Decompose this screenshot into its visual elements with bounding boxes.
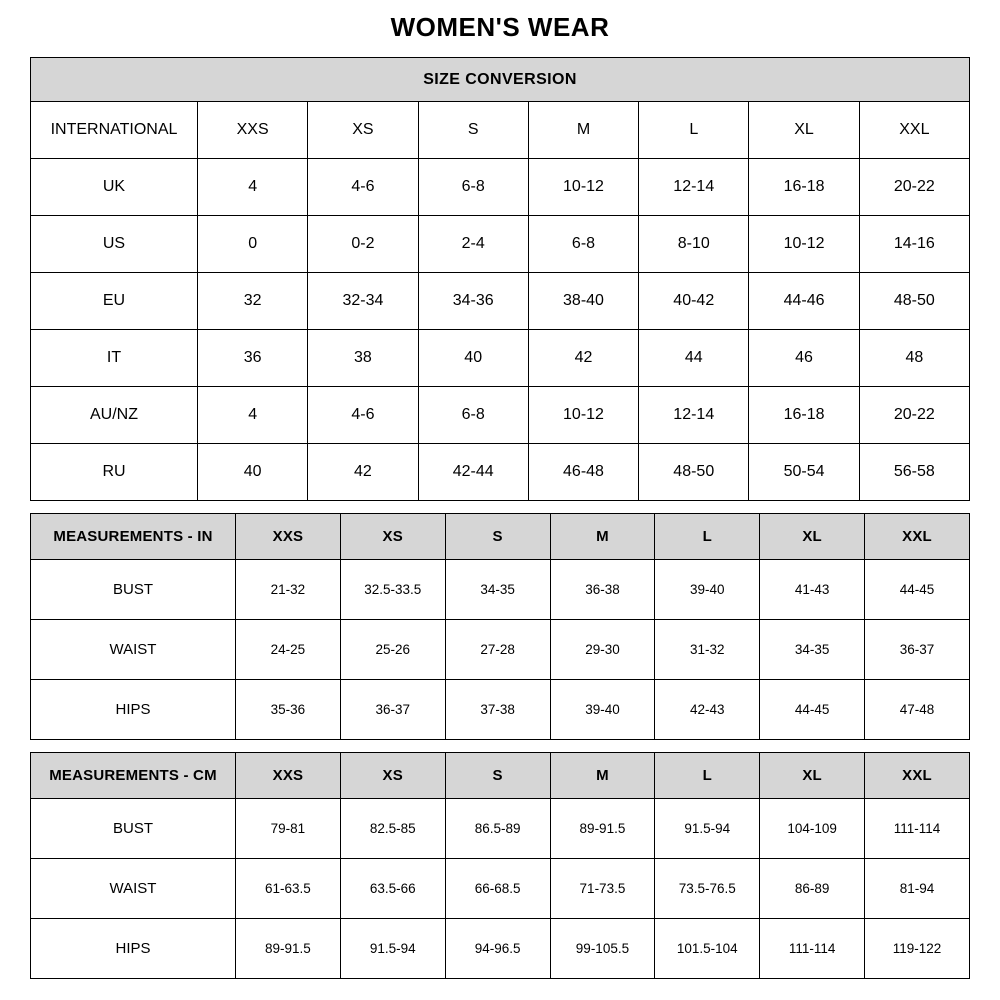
size-conversion-head [31,58,970,159]
size-header-cell: XS [340,514,445,560]
row-label-cell: BUST [31,560,236,620]
value-cell: 16-18 [749,159,859,216]
size-header-cell: M [550,753,655,799]
value-cell: 20-22 [859,387,969,444]
value-cell: 56-58 [859,444,969,501]
value-cell: 44-45 [760,680,865,740]
value-cell: 6-8 [528,216,638,273]
measurements-cm-body [31,799,970,979]
measurements-in-table [30,513,970,740]
value-cell: 73.5-76.5 [655,859,760,919]
data-row [31,216,970,273]
size-header-cell: S [445,753,550,799]
value-cell: 81-94 [865,859,970,919]
row-label-cell: HIPS [31,680,236,740]
value-cell: 39-40 [550,680,655,740]
value-cell: 91.5-94 [340,919,445,979]
value-cell: 6-8 [418,159,528,216]
value-cell: 36-38 [550,560,655,620]
value-cell: 21-32 [236,560,341,620]
value-cell: 82.5-85 [340,799,445,859]
data-row [31,680,970,740]
size-header-cell: L [655,753,760,799]
size-header-cell: XXL [865,753,970,799]
value-cell: 42-44 [418,444,528,501]
value-cell: 41-43 [760,560,865,620]
value-cell: 35-36 [236,680,341,740]
measurements-cm-head [31,753,970,799]
row-label-cell: WAIST [31,859,236,919]
value-cell: 37-38 [445,680,550,740]
size-header-cell: XL [760,753,865,799]
value-cell: 20-22 [859,159,969,216]
size-header-cell: XXS [236,514,341,560]
value-cell: 2-4 [418,216,528,273]
column-header-label-cell: MEASUREMENTS - IN [31,514,236,560]
value-cell: 104-109 [760,799,865,859]
data-row [31,919,970,979]
value-cell: 91.5-94 [655,799,760,859]
size-header-cell: XXS [236,753,341,799]
value-cell: 46-48 [528,444,638,501]
value-cell: 42-43 [655,680,760,740]
value-cell: 34-36 [418,273,528,330]
value-cell: 32-34 [308,273,418,330]
value-cell: 31-32 [655,620,760,680]
size-header-cell: XL [749,102,859,159]
value-cell: 8-10 [639,216,749,273]
value-cell: 42 [308,444,418,501]
value-cell: 29-30 [550,620,655,680]
value-cell: 40 [418,330,528,387]
value-cell: 111-114 [865,799,970,859]
header-row [31,753,970,799]
value-cell: 86-89 [760,859,865,919]
table-title-row [31,58,970,102]
row-label-cell: US [31,216,198,273]
data-row [31,799,970,859]
row-label-cell: HIPS [31,919,236,979]
size-header-cell: S [445,514,550,560]
row-label-cell: IT [31,330,198,387]
value-cell: 99-105.5 [550,919,655,979]
value-cell: 0-2 [308,216,418,273]
value-cell: 36-37 [865,620,970,680]
value-cell: 32.5-33.5 [340,560,445,620]
value-cell: 48 [859,330,969,387]
value-cell: 14-16 [859,216,969,273]
value-cell: 38 [308,330,418,387]
size-header-cell: S [418,102,528,159]
value-cell: 66-68.5 [445,859,550,919]
column-header-label-cell: MEASUREMENTS - CM [31,753,236,799]
row-label-cell: RU [31,444,198,501]
header-row [31,514,970,560]
size-header-cell: XXS [198,102,308,159]
value-cell: 42 [528,330,638,387]
value-cell: 10-12 [528,159,638,216]
row-label-cell: AU/NZ [31,387,198,444]
header-row [31,102,970,159]
size-header-cell: XS [340,753,445,799]
row-label-cell: UK [31,159,198,216]
value-cell: 63.5-66 [340,859,445,919]
value-cell: 39-40 [655,560,760,620]
size-header-cell: XL [760,514,865,560]
value-cell: 86.5-89 [445,799,550,859]
value-cell: 61-63.5 [236,859,341,919]
data-row [31,560,970,620]
row-label-cell: WAIST [31,620,236,680]
size-conversion-title: SIZE CONVERSION [31,58,970,102]
measurements-cm-table [30,752,970,979]
value-cell: 71-73.5 [550,859,655,919]
value-cell: 111-114 [760,919,865,979]
value-cell: 12-14 [639,159,749,216]
value-cell: 44-46 [749,273,859,330]
value-cell: 0 [198,216,308,273]
value-cell: 48-50 [639,444,749,501]
value-cell: 10-12 [528,387,638,444]
value-cell: 4-6 [308,387,418,444]
value-cell: 12-14 [639,387,749,444]
size-header-cell: M [550,514,655,560]
value-cell: 25-26 [340,620,445,680]
value-cell: 40 [198,444,308,501]
value-cell: 32 [198,273,308,330]
value-cell: 16-18 [749,387,859,444]
value-cell: 50-54 [749,444,859,501]
value-cell: 4-6 [308,159,418,216]
data-row [31,159,970,216]
data-row [31,859,970,919]
value-cell: 36-37 [340,680,445,740]
value-cell: 40-42 [639,273,749,330]
size-conversion-table [30,57,970,501]
value-cell: 46 [749,330,859,387]
measurements-in-head [31,514,970,560]
row-label-cell: EU [31,273,198,330]
value-cell: 47-48 [865,680,970,740]
measurements-in-body [31,560,970,740]
value-cell: 44-45 [865,560,970,620]
size-conversion-body [31,159,970,501]
value-cell: 89-91.5 [550,799,655,859]
value-cell: 4 [198,387,308,444]
data-row [31,273,970,330]
value-cell: 34-35 [445,560,550,620]
value-cell: 10-12 [749,216,859,273]
page-title: WOMEN'S WEAR [390,12,610,42]
value-cell: 6-8 [418,387,528,444]
value-cell: 101.5-104 [655,919,760,979]
value-cell: 119-122 [865,919,970,979]
column-header-label-cell: INTERNATIONAL [31,102,198,159]
value-cell: 38-40 [528,273,638,330]
value-cell: 34-35 [760,620,865,680]
data-row [31,620,970,680]
size-header-cell: XXL [859,102,969,159]
row-label-cell: BUST [31,799,236,859]
value-cell: 44 [639,330,749,387]
data-row [31,330,970,387]
value-cell: 36 [198,330,308,387]
value-cell: 48-50 [859,273,969,330]
size-header-cell: L [655,514,760,560]
size-header-cell: L [639,102,749,159]
size-header-cell: XXL [865,514,970,560]
value-cell: 94-96.5 [445,919,550,979]
value-cell: 4 [198,159,308,216]
data-row [31,444,970,501]
value-cell: 89-91.5 [236,919,341,979]
value-cell: 79-81 [236,799,341,859]
value-cell: 24-25 [236,620,341,680]
size-header-cell: XS [308,102,418,159]
size-header-cell: M [528,102,638,159]
value-cell: 27-28 [445,620,550,680]
data-row [31,387,970,444]
